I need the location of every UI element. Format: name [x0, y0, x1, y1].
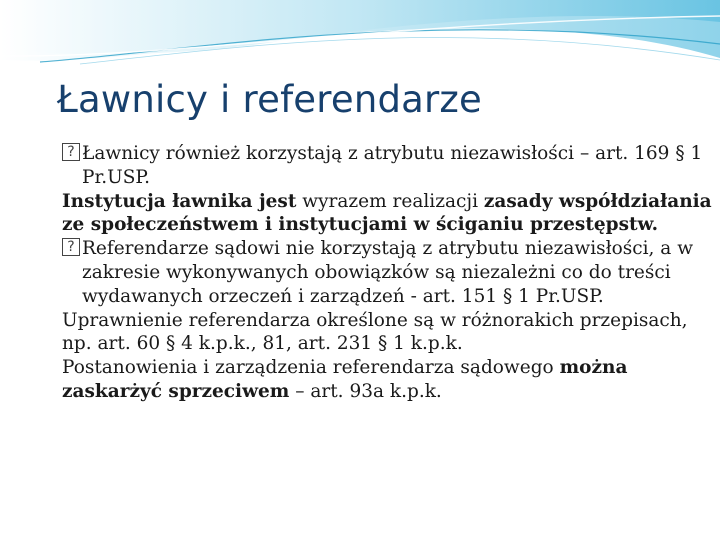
bold-phrase: zasady współdziałania ze społeczeństwem i instytucjami w ściganiu przestępstw.: [62, 190, 712, 236]
paragraph-text: Uprawnienie referendarza określone są w różnorakich przepisach, np. art. 60 § 4 k.p.k., 81, art. 231 § 1 k.p.k.: [62, 309, 688, 355]
paragraph-judges-independence: [62, 142, 712, 190]
paragraph-text: Postanowienia i zarządzenia referendarza sądowego: [62, 357, 560, 379]
paragraph-text: Ławnicy również korzystają z atrybutu niezawisłości – art. 169 § 1 Pr.USP.: [82, 143, 703, 188]
missing-glyph-icon: [62, 143, 80, 161]
paragraph-text: Referendarze sądowi nie korzystają z atrybutu niezawisłości, a w zakresie wykonywanych obowiązków są niezależni co do treści wydawanych orzeczeń i zarządzeń - art. 151 § 1 Pr.USP.: [82, 238, 694, 307]
missing-glyph-icon: [62, 238, 80, 256]
bold-phrase: można zaskarżyć sprzeciwem: [62, 357, 628, 402]
paragraph-objection: [62, 356, 712, 404]
paragraph-referendaries: [62, 237, 712, 308]
bold-phrase: Instytucja ławnika jest: [62, 190, 297, 212]
paragraph-text: – art. 93a k.p.k.: [289, 380, 442, 402]
paragraph-referendary-powers: [62, 309, 712, 357]
slide-title: Ławnicy i referendarze: [57, 78, 483, 121]
paragraph-lay-judge-institution: [62, 190, 712, 238]
header-wave-decoration: [0, 0, 720, 80]
slide-body: [62, 142, 712, 404]
paragraph-text: wyrazem realizacji: [296, 190, 484, 212]
